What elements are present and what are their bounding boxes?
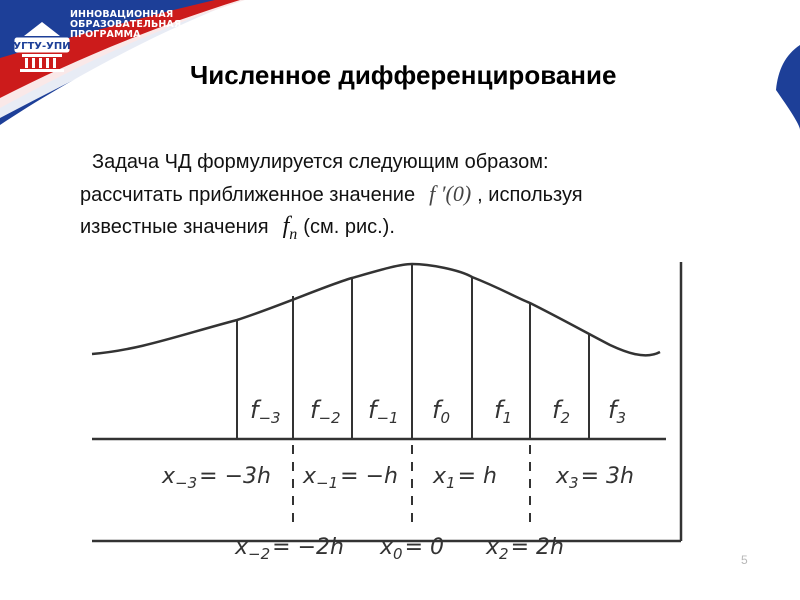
value-base: f bbox=[432, 396, 441, 424]
value-sub: −2 bbox=[318, 409, 341, 427]
value-label bbox=[552, 396, 570, 427]
node-rhs: = 3h bbox=[580, 464, 634, 489]
node-rhs: = −h bbox=[340, 464, 398, 489]
value-label bbox=[310, 396, 341, 427]
value-base: f bbox=[368, 396, 377, 424]
node-rhs: = h bbox=[457, 464, 497, 489]
value-base: f bbox=[310, 396, 319, 424]
node-rhs: = 2h bbox=[510, 535, 564, 560]
emblem-label: УГТУ-УПИ bbox=[13, 41, 71, 52]
fn-subscript: n bbox=[289, 225, 298, 243]
statement-text: известные значения bbox=[80, 216, 269, 238]
value-sub: 1 bbox=[502, 409, 512, 427]
statement-text: рассчитать приближенное значение bbox=[80, 184, 416, 206]
fn-base: f bbox=[282, 213, 290, 239]
node-sub: 1 bbox=[446, 474, 456, 492]
node-rhs: = −3h bbox=[199, 464, 271, 489]
value-sub: 0 bbox=[440, 409, 450, 427]
node-sub: 0 bbox=[393, 545, 403, 563]
node-label: $x_3= 3h$ bbox=[556, 464, 634, 492]
value-label bbox=[250, 396, 281, 427]
value-label bbox=[608, 396, 626, 427]
node-label: $x_1= h$ bbox=[433, 464, 497, 492]
node-label: $x_2= 2h$ bbox=[486, 535, 564, 563]
node-sub: −3 bbox=[175, 474, 198, 492]
statement-text: , используя bbox=[477, 184, 583, 206]
branding-line: ОБРАЗОВАТЕЛЬНАЯ bbox=[70, 19, 182, 30]
page-number: 5 bbox=[741, 553, 748, 567]
value-label bbox=[368, 396, 399, 427]
slide-title: Численное дифференцирование bbox=[190, 60, 617, 90]
value-base: f bbox=[552, 396, 561, 424]
value-sub: −1 bbox=[376, 409, 399, 427]
value-sub: 3 bbox=[616, 409, 626, 427]
function-curve bbox=[92, 264, 660, 355]
node-label: $x_{-1}= -h$ bbox=[303, 464, 398, 492]
branding-line: ПРОГРАММА bbox=[70, 29, 141, 40]
value-label bbox=[432, 396, 450, 427]
node-label: $x_{-2}= -2h$ bbox=[235, 535, 344, 563]
function-values bbox=[250, 396, 626, 427]
node-rhs: = 0 bbox=[404, 535, 445, 560]
value-label bbox=[494, 396, 512, 427]
value-sub: −3 bbox=[258, 409, 281, 427]
value-base: f bbox=[608, 396, 617, 424]
node-sub: 2 bbox=[499, 545, 509, 563]
value-base: f bbox=[250, 396, 259, 424]
node-sub: 3 bbox=[569, 474, 579, 492]
statement-text: (см. рис.). bbox=[303, 216, 395, 238]
statement-line-1: Задача ЧД формулируется следующим образом: bbox=[92, 151, 549, 173]
f-prime-formula: f ′(0) bbox=[429, 181, 472, 206]
branding-line: ИННОВАЦИОННАЯ bbox=[70, 9, 174, 20]
node-labels bbox=[161, 464, 634, 563]
node-rhs: = −2h bbox=[272, 535, 344, 560]
value-base: f bbox=[494, 396, 503, 424]
node-sub: −1 bbox=[316, 474, 339, 492]
value-sub: 2 bbox=[560, 409, 570, 427]
node-sub: −2 bbox=[248, 545, 271, 563]
node-label: $x_{-3}= -3h$ bbox=[162, 464, 271, 492]
node-label: $x_0= 0$ bbox=[380, 535, 445, 563]
